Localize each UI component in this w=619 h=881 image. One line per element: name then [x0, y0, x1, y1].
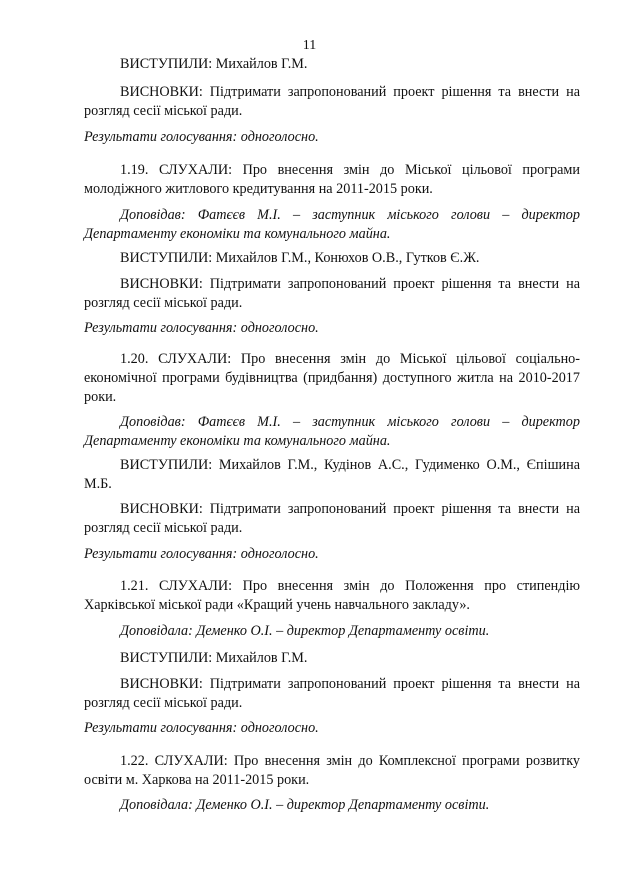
- speakers-paragraph: ВИСТУПИЛИ: Михайлов Г.М.: [120, 56, 308, 72]
- heard-item-1-19: 1.19. СЛУХАЛИ: Про внесення змін до Міської цільової програми молодіжного житлового кредитування на 2011-2015 роки.: [84, 162, 580, 197]
- speakers-paragraph: ВИСТУПИЛИ: Михайлов Г.М., Конюхов О.В., Гутков Є.Ж.: [120, 250, 480, 266]
- voting-results: Результати голосування: одноголосно.: [84, 320, 319, 336]
- conclusions-paragraph: ВИСНОВКИ: Підтримати запропонований проект рішення та внести на розгляд сесії міської ради.: [84, 84, 580, 119]
- conclusions-paragraph: ВИСНОВКИ: Підтримати запропонований проект рішення та внести на розгляд сесії міської ради.: [84, 501, 580, 536]
- voting-results: Результати голосування: одноголосно.: [84, 546, 319, 562]
- page-number: 11: [302, 38, 317, 53]
- reporter-paragraph: Доповідав: Фатєєв М.І. – заступник міського голови – директор Департаменту економіки та комунального майна.: [84, 207, 580, 242]
- speakers-paragraph: ВИСТУПИЛИ: Михайлов Г.М., Кудінов А.С., Гудименко О.М., Єпішина М.Б.: [84, 457, 580, 492]
- reporter-paragraph: Доповідала: Деменко О.І. – директор Департаменту освіти.: [120, 623, 490, 639]
- voting-results: Результати голосування: одноголосно.: [84, 720, 319, 736]
- conclusions-paragraph: ВИСНОВКИ: Підтримати запропонований проект рішення та внести на розгляд сесії міської ради.: [84, 676, 580, 711]
- heard-item-1-21: 1.21. СЛУХАЛИ: Про внесення змін до Положення про стипендію Харківської міської ради «Кращий учень навчального закладу».: [84, 578, 580, 613]
- speakers-paragraph: ВИСТУПИЛИ: Михайлов Г.М.: [120, 650, 308, 666]
- reporter-paragraph: Доповідав: Фатєєв М.І. – заступник міського голови – директор Департаменту економіки та комунального майна.: [84, 414, 580, 449]
- heard-item-1-22: 1.22. СЛУХАЛИ: Про внесення змін до Комплексної програми розвитку освіти м. Харкова на 2011-2015 роки.: [84, 753, 580, 788]
- voting-results: Результати голосування: одноголосно.: [84, 129, 319, 145]
- heard-item-1-20: 1.20. СЛУХАЛИ: Про внесення змін до Міської цільової соціально-економічної програми будівництва (придбання) доступного житла на 2010-2017 роки.: [84, 351, 580, 405]
- conclusions-paragraph: ВИСНОВКИ: Підтримати запропонований проект рішення та внести на розгляд сесії міської ради.: [84, 276, 580, 311]
- reporter-paragraph: Доповідала: Деменко О.І. – директор Департаменту освіти.: [120, 797, 490, 813]
